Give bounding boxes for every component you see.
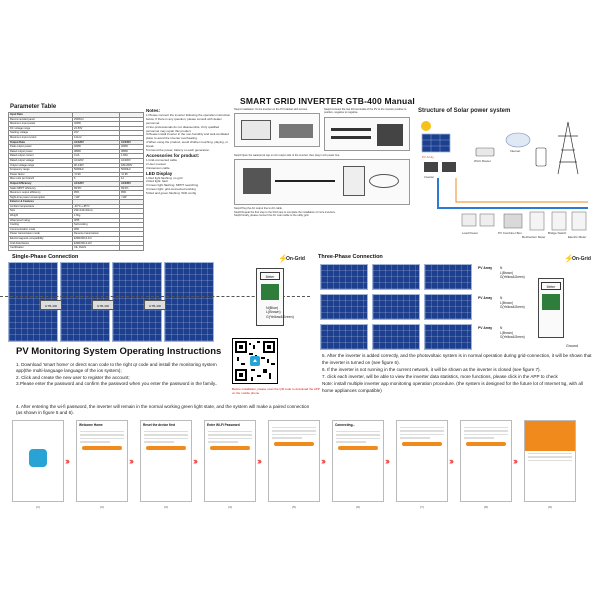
table-cell: Maximum output efficiency [9,191,73,196]
list-item: 3.Extension cable [146,165,170,170]
single-ongrid-label: On-Grid [286,256,305,262]
table-cell: CE, RoHS [73,246,120,251]
led-list [146,177,232,197]
pv-steps-left [16,362,228,388]
inverter-box-2: GTB-400 [92,300,114,310]
table-cell: 1.6kg [73,214,120,219]
phone-screenshot [268,420,320,502]
table-cell: 400W [73,145,120,150]
three-phase-panel [372,264,420,290]
table-cell: AC230V [120,158,144,163]
table-cell: Ambient temperature [9,204,73,209]
phone-caption: (7) [420,505,424,509]
table-cell: 232×142×40mm [73,209,120,214]
phone-action-button[interactable] [146,446,186,450]
three-phase-wire-label: G(Yellow&Green) [500,305,525,309]
phone-screen-title [269,421,319,425]
pv-step-5: 5. After the inverter is added correctly, and the photovoltaic system is in normal operation during grid-connection, it will be shown that the inverter is turned on (see figure 6). [322,353,592,365]
table-cell: Rated output power [9,149,73,154]
phone-screen-title: Reset the device first [143,423,176,427]
table-cell: Rated output voltage [9,158,73,163]
pv-step-1: 1. Download 'smart home' or direct scan code to the right qr code and install the monitoring system app(the multi-language language of the ios system); [16,362,217,374]
table-cell: >0.99 [73,172,120,177]
table-cell: 3.2A [73,154,120,159]
step-2: Step2 Connect the two DC terminals of the PV to the inverter positive to positive, negative to negative. [324,108,407,115]
table-cell: Size [9,209,73,214]
table-cell: Rated output current [9,154,73,159]
three-phase-panel [372,294,420,320]
phone-screen-title: Connecting... [335,423,356,427]
table-row [9,195,144,200]
table-cell: AC120V [73,140,120,145]
three-phase-wire-label: G(Yellow&Green) [500,335,525,339]
table-cell: <1W [120,195,144,200]
next-arrow-icon: ››› [449,456,452,466]
list-item: 2.Red light: fault [146,179,168,184]
table-row [9,149,144,154]
table-cell: Output voltage range [9,163,73,168]
table-cell: Weight [9,214,73,219]
structure-label: Internet [510,149,521,153]
app-icon[interactable] [29,449,47,467]
pv-array-label: PV Array [478,296,493,300]
table-cell: 22-50V [73,126,120,131]
pv-step-4: 4. After entering the wi-fi password, the inverter will remain in the normal working green light state, and the system will make a paired connection (as shown in figure 5 and 6). [16,404,310,416]
phone-caption: (5) [292,505,296,509]
phone-caption: (6) [356,505,360,509]
phone-screen-title: Welcome Home [79,423,103,427]
table-cell: 99.5% [73,186,120,191]
next-arrow-icon: ››› [513,456,516,466]
table-cell: 1.65A [120,154,144,159]
three-phase-panel [320,264,368,290]
table-row [9,158,144,163]
table-cell: 99.5% [120,186,144,191]
list-item: 2.Non-professionals do not disassemble. Only qualified personnel may repair this product. [146,124,220,133]
phone-screenshot [204,420,256,502]
phone-screenshot [12,420,64,502]
appliance-icon-1 [462,214,476,226]
power-line-2 [456,178,588,202]
structure-label: PV Combiner Box [498,231,522,235]
parameter-table [8,112,144,251]
structure-label: Inverter [424,175,435,179]
table-cell: 95% [120,191,144,196]
table-cell: Output Efficiency [9,181,73,186]
structure-label: Wi-Fi Router [474,159,491,163]
three-phase-panel [424,324,472,350]
table-cell: 22V [73,131,120,136]
notes-list [146,114,232,153]
accessories-list [146,159,232,171]
structure-label: Load Power [462,231,479,235]
three-phase-panel [372,324,420,350]
next-arrow-icon: ››› [257,456,260,466]
parameter-table-title: Parameter Table [10,104,57,110]
pv-array-label: PV Array [478,326,493,330]
table-cell: 50/60Hz [73,168,120,173]
next-arrow-icon: ››› [385,456,388,466]
wire-l-label: L(Brown) [266,310,281,315]
combiner-box-icon [504,214,522,228]
table-row [9,186,144,191]
table-cell: Peak output power [9,145,73,150]
table-cell: Cooling [9,223,73,228]
single-phase-title: Single-Phase Connection [12,254,79,260]
next-arrow-icon: ››› [129,456,132,466]
meter-label: Meter [260,272,280,280]
step-2-illustration [324,117,410,151]
qr-pattern [233,339,277,383]
phone-screenshot [76,420,128,502]
structure-title: Structure of Solar power system [418,108,511,114]
table-row [9,168,144,173]
table-cell: Power transmission mode [9,232,73,237]
power-line [438,178,588,208]
three-phase-wire-label: L(Brown) [500,270,513,275]
phone-screen-title [397,421,447,425]
table-cell: 90-140V [73,163,120,168]
phone-action-button[interactable] [82,446,122,450]
table-cell: Recommended panel [9,117,73,122]
solar-panel-4 [164,262,214,342]
step-1-illustration [234,113,320,147]
list-item: 2.User manual [146,161,166,166]
list-item: 1.Red light flashing: no grid [146,175,183,180]
step-6: Step6 Finally, please connect the AC main cable to the utility grid. [234,214,310,218]
phone-screen-title: Enter Wi-Fi Password [207,423,240,427]
pv-array-icon [422,134,450,152]
step-5: Step5 Repeat the first step to the third step to complete the installation of more inverters. [234,210,336,214]
table-cell: 12 [120,177,144,182]
table-cell: AC120V [73,158,120,163]
three-meter-box [538,278,564,338]
table-section-row [9,181,144,186]
phone-action-button[interactable] [210,446,250,450]
phone-action-button[interactable] [402,442,442,446]
phone-caption: (8) [484,505,488,509]
meter-icon [530,212,544,230]
table-cell: AC230V [120,181,144,186]
accessories-heading: Accessories for product: [146,152,200,158]
three-ongrid-label: On-Grid [572,256,591,262]
appliance-icon-2 [480,214,494,226]
phone-screenshot [332,420,384,502]
three-phase-wire-label: L(Brown) [500,330,513,335]
inverter-icon-2 [442,162,456,172]
ground-label: Ground [566,344,578,348]
pv-note: Note: install multiple inverter app monitoring operation procedure. (the system is designed for the future lot of Internet 5g, with all home appliances compatible) [322,381,583,393]
table-cell: Power factor [9,172,73,177]
pv-step-6: 6. If the inverter is not running in the current network, it will be shown as the inverter is closed (see figure 7). [322,367,541,372]
sun-icon [421,121,431,131]
table-cell: >0.99 [120,172,144,177]
inverter-icon [424,162,438,172]
table-cell [120,246,144,251]
inverter-box-3: GTB-400 [144,300,166,310]
three-phase-wire-label: G(Yellow&Green) [500,275,525,279]
table-cell: DC voltage range [9,126,73,131]
three-meter-label: Meter [541,282,561,290]
structure-label: Electric Meter [568,235,587,239]
switch-icon [552,212,566,230]
next-arrow-icon: ››› [193,456,196,466]
structure-diagram [418,118,594,242]
cloud-icon [506,133,530,147]
table-cell: Output Data [9,140,73,145]
lightning-icon: ⚡ [278,254,288,263]
table-cell: EN61000-3-2/3 [73,241,120,246]
table-cell: <1W [73,195,120,200]
list-item: 4.Green light: grid-connected working [146,187,196,192]
app-header [525,421,575,451]
table-cell: WiFi [73,227,120,232]
step-3: Step3 Open the waterproof cap on AC output side of the inverter, then plug in AC power line. [234,153,340,157]
list-item: 5.Red and green flashing: WiFi config [146,191,197,196]
next-arrow-icon: ››› [65,456,68,466]
phone-caption: (1) [36,505,40,509]
phone-screen-title [461,421,511,425]
table-row [9,191,144,196]
three-phase-wire-label: N [500,326,503,330]
table-cell: 400W [120,145,144,150]
three-meter-switch-icon [542,294,560,310]
phone-screenshot [460,420,512,502]
table-cell: 180-260V [120,163,144,168]
pv-step-7: 7. click each inverter, will be able to view the inverter data statistics, more functions, please click in the APP to check [322,374,558,379]
wire-g-label: G(Yellow&Green) [266,314,294,319]
table-row [9,163,144,168]
phone-action-button[interactable] [338,446,378,450]
page-title: SMART GRID INVERTER GTB-400 Manual [240,96,415,106]
table-cell: 400W [73,122,120,127]
inverter-box-1: GTB-400 [40,300,62,310]
structure-svg [418,118,594,242]
phone-icon [536,148,546,166]
step-4: Step4 Plug the AC output line to AC cable. [234,207,283,211]
three-phase-panel [320,294,368,320]
table-cell: 250W×2 [73,117,120,122]
table-cell: Max units per branch [9,177,73,182]
structure-label: Bi-direction Meter [522,235,546,239]
three-phase-wire-label: N [500,266,503,270]
tower-icon [558,122,578,174]
table-cell: 95% [73,191,120,196]
table-cell: 380W [73,149,120,154]
table-cell: IP65 [73,218,120,223]
table-cell: Waterproof rating [9,218,73,223]
structure-label: PV Array [422,155,434,159]
notes-column [146,108,232,196]
list-item: 1.Please connect the inverter following the operation instruction below, If there is any question, please consult with dealer personnel. [146,112,231,125]
pv-step-2: 2. Click and create the new user to register the account; [16,374,130,380]
table-cell: Exterior & Features [9,200,73,205]
structure-label: Bridge Switch [548,231,567,235]
pv-step-4-block [16,404,316,417]
three-phase-panel [424,264,472,290]
lightning-icon-2: ⚡ [564,254,574,263]
phone-caption: (3) [164,505,168,509]
table-cell: Starting voltage [9,131,73,136]
table-cell: AC120V [73,181,120,186]
qr-code[interactable] [232,338,278,384]
phone-screenshot [524,420,576,502]
table-cell: Certification [9,246,73,251]
pv-array-label: PV Array [478,266,493,270]
wire-n-label: N(Blue) [266,306,279,310]
phone-action-button[interactable] [466,442,506,446]
table-cell: 6 [73,177,120,182]
router-icon [476,148,494,156]
table-cell: Input Data [9,113,73,118]
step-1: Step1 Installation: fix the inverter on the PV bracket with screws. [234,108,308,111]
table-cell: Frequency range [9,168,73,173]
table-row [9,154,144,159]
three-phase-title: Three-Phase Connection [318,254,383,260]
three-phase-wire-label: L(Brown) [500,300,513,305]
table-cell: EN61000-6-1/3 [73,237,120,242]
install-steps [234,108,410,217]
table-row [9,246,144,251]
list-item: 1.Grid-connected cable [146,157,178,162]
table-cell: Reverse transmission [73,232,120,237]
phone-caption: (2) [100,505,104,509]
electric-meter-icon [572,212,586,230]
phone-screenshot [140,420,192,502]
pv-monitoring-title: PV Monitoring System Operating Instructions [16,346,222,357]
three-phase-panel [424,294,472,320]
three-phase-panel [320,324,368,350]
list-item: 4.When using the product, avoid children touching, playing, or break. [146,140,229,149]
table-cell: Communication mode [9,227,73,232]
phone-action-button[interactable] [274,442,314,446]
list-item: 3.Green light flashing: MPPT searching [146,183,199,188]
led-heading: LED Display [146,170,173,176]
single-wire-legend [266,306,294,319]
three-phase-wire-label: N [500,296,503,300]
table-cell: 50/60Hz [120,168,144,173]
table-cell: 380W [120,149,144,154]
table-cell: -40°C~+65°C [73,204,120,209]
phone-caption: (4) [228,505,232,509]
list-item: 3.Please install inverter in the non-humidity and well-ventilated place to avoid the inverter overheating. [146,132,229,141]
table-cell: Electromagnetic compatibility [9,237,73,242]
table-cell: Static MPPT efficiency [9,186,73,191]
table-cell: 12A×2 [73,135,120,140]
table-row [9,145,144,150]
list-item: 5.Ground the power, battery or each generation. [146,148,210,153]
phone-caption: (9) [548,505,552,509]
step-3-illustration [234,159,410,205]
phone-screenshot [396,420,448,502]
table-cell: Maximum input power [9,122,73,127]
next-arrow-icon: ››› [321,456,324,466]
table-cell: Maximum input current [9,135,73,140]
table-cell: Grid disturbance [9,241,73,246]
table-cell: AC230V [120,140,144,145]
table-cell: Self-cooling [73,223,120,228]
meter-switch-icon [261,284,279,300]
table-cell: Night-time power consumption [9,195,73,200]
qr-download-note: Before installation, please scan the QR code to download the APP on the mobile phone [232,387,320,395]
notes-heading: Notes: [146,108,161,113]
pv-step-3: 3.Please enter the password and confirm the password when you enter the password in the family.. [16,381,218,387]
pv-steps-right [322,352,594,394]
